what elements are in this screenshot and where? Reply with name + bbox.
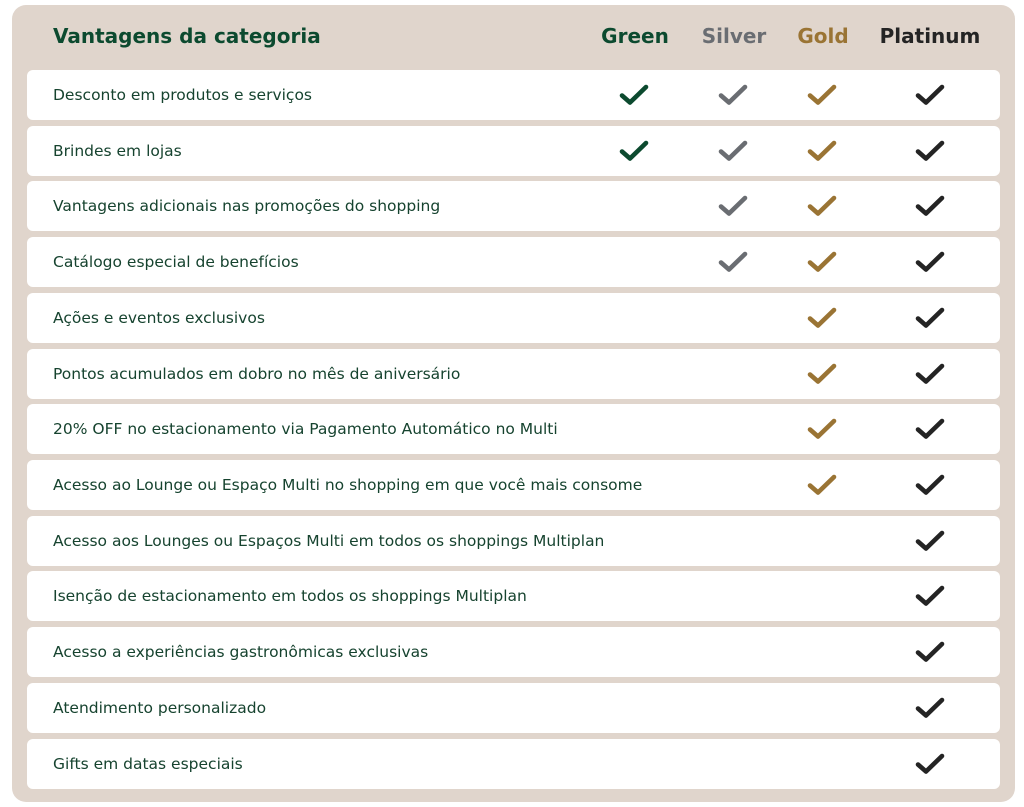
check-icon: [915, 362, 945, 386]
check-icon: [915, 529, 945, 553]
benefit-row: [27, 237, 1000, 287]
check-icon: [619, 83, 649, 107]
benefit-label: Pontos acumulados em dobro no mês de aniversário: [53, 365, 461, 383]
check-icon: [915, 250, 945, 274]
tier-silver-header: Silver: [701, 24, 767, 48]
check-icon: [915, 473, 945, 497]
benefit-label: Atendimento personalizado: [53, 699, 267, 717]
check-icon: [915, 752, 945, 776]
check-icon: [718, 194, 748, 218]
tier-gold-header: Gold: [797, 24, 849, 48]
benefit-row: [27, 293, 1000, 343]
tier-green-header: Green: [601, 24, 669, 48]
check-icon: [807, 473, 837, 497]
benefit-row: [27, 460, 1000, 510]
benefit-label: 20% OFF no estacionamento via Pagamento Automático no Multi: [53, 420, 558, 438]
check-icon: [915, 417, 945, 441]
benefit-label: Ações e eventos exclusivos: [53, 309, 265, 327]
check-icon: [915, 640, 945, 664]
check-icon: [718, 250, 748, 274]
benefit-label: Acesso a experiências gastronômicas exclusivas: [53, 643, 429, 661]
table-header: [12, 5, 1015, 69]
check-icon: [807, 139, 837, 163]
check-icon: [915, 584, 945, 608]
check-icon: [718, 83, 748, 107]
benefit-row: [27, 739, 1000, 789]
benefit-row: [27, 627, 1000, 677]
benefit-row: [27, 683, 1000, 733]
check-icon: [807, 250, 837, 274]
table-title: Vantagens da categoria: [53, 24, 321, 48]
check-icon: [915, 306, 945, 330]
benefit-label: Acesso aos Lounges ou Espaços Multi em todos os shoppings Multiplan: [53, 532, 605, 550]
benefit-row: [27, 571, 1000, 621]
check-icon: [915, 83, 945, 107]
benefit-label: Vantagens adicionais nas promoções do shopping: [53, 197, 441, 215]
check-icon: [718, 139, 748, 163]
check-icon: [619, 139, 649, 163]
benefit-row: [27, 516, 1000, 566]
benefit-label: Acesso ao Lounge ou Espaço Multi no shopping em que você mais consome: [53, 476, 643, 494]
benefit-row: [27, 349, 1000, 399]
benefit-row: [27, 404, 1000, 454]
check-icon: [915, 139, 945, 163]
benefit-label: Isenção de estacionamento em todos os shoppings Multiplan: [53, 587, 527, 605]
check-icon: [807, 194, 837, 218]
check-icon: [915, 194, 945, 218]
benefit-label: Gifts em datas especiais: [53, 755, 243, 773]
benefit-label: Desconto em produtos e serviços: [53, 86, 313, 104]
benefit-row: [27, 181, 1000, 231]
check-icon: [807, 306, 837, 330]
benefit-label: Catálogo especial de benefícios: [53, 253, 299, 271]
check-icon: [915, 696, 945, 720]
check-icon: [807, 417, 837, 441]
check-icon: [807, 83, 837, 107]
benefit-row: [27, 70, 1000, 120]
check-icon: [807, 362, 837, 386]
benefit-row: [27, 126, 1000, 176]
tier-platinum-header: Platinum: [879, 24, 981, 48]
benefits-comparison-table: [12, 5, 1015, 802]
benefit-label: Brindes em lojas: [53, 142, 182, 160]
